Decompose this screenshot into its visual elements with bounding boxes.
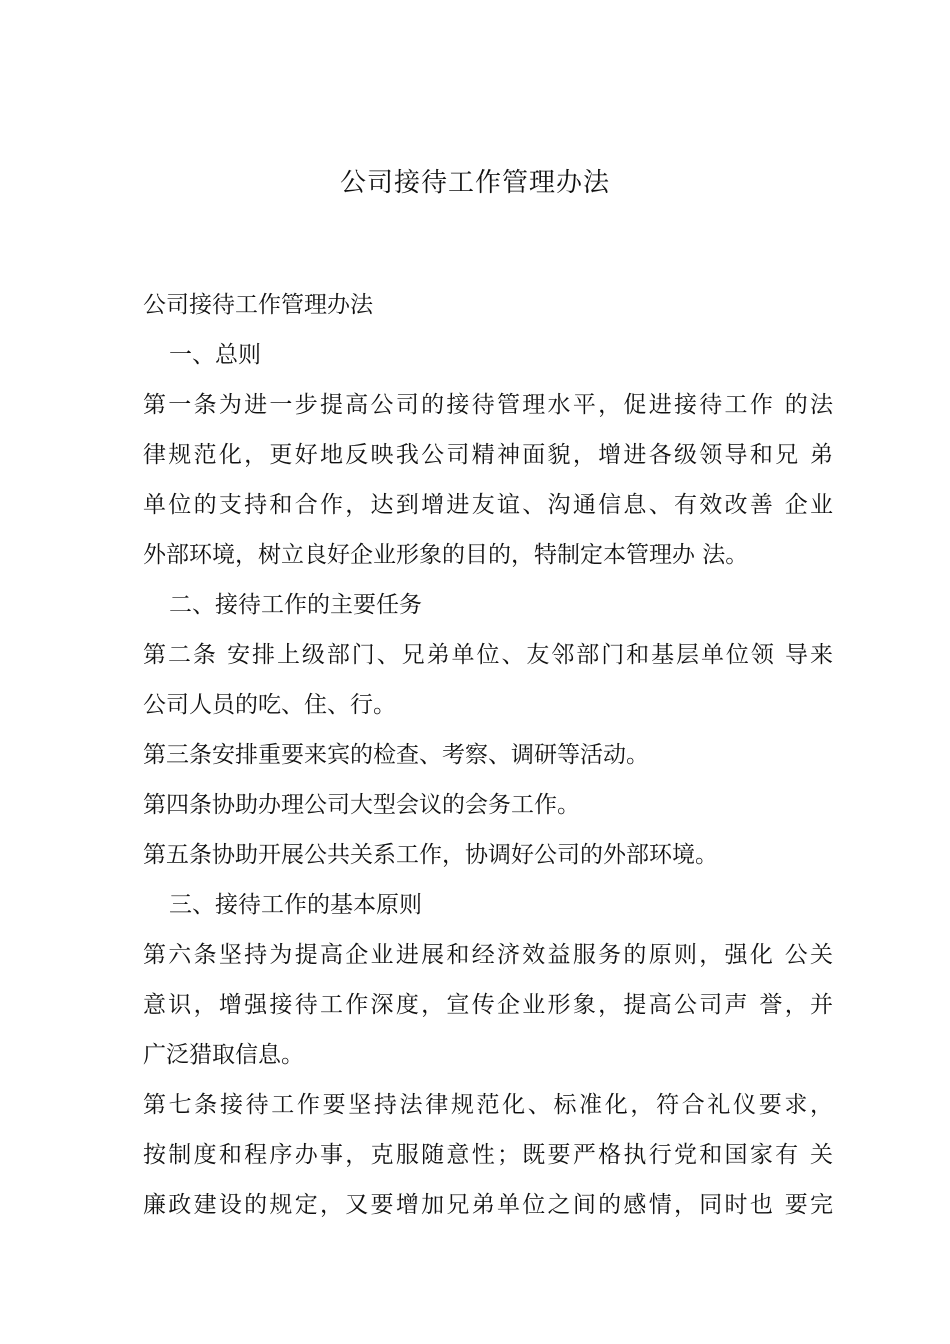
paragraph-line: 第七条接待工作要坚持法律规范化、标准化，符合礼仪要求， bbox=[143, 1092, 833, 1118]
document-title: 公司接待工作管理办法 bbox=[339, 168, 610, 198]
section-heading-principles: 三、接待工作的基本原则 bbox=[169, 892, 422, 918]
paragraph-line: 第六条坚持为提高企业进展和经济效益服务的原则，强化 公关 bbox=[143, 942, 833, 968]
body-heading: 公司接待工作管理办法 bbox=[143, 292, 373, 318]
document-body bbox=[143, 280, 833, 1230]
section-heading-general: 一、总则 bbox=[169, 342, 261, 368]
paragraph-line: 外部环境，树立良好企业形象的目的，特制定本管理办 法。 bbox=[143, 542, 749, 568]
paragraph-line: 意识，增强接待工作深度，宣传企业形象，提高公司声 誉，并 bbox=[143, 992, 833, 1018]
paragraph-line: 律规范化，更好地反映我公司精神面貌，增进各级领导和兄 弟 bbox=[143, 442, 833, 468]
paragraph-line: 第二条 安排上级部门、兄弟单位、友邻部门和基层单位领 导来 bbox=[143, 642, 833, 668]
paragraph-line: 第三条安排重要来宾的检查、考察、调研等活动。 bbox=[143, 742, 649, 768]
paragraph-line: 广泛猎取信息。 bbox=[143, 1042, 304, 1068]
paragraph-line: 廉政建设的规定，又要增加兄弟单位之间的感情，同时也 要完 bbox=[143, 1192, 833, 1218]
paragraph-line: 第四条协助办理公司大型会议的会务工作。 bbox=[143, 792, 580, 818]
section-heading-tasks: 二、接待工作的主要任务 bbox=[169, 592, 422, 618]
paragraph-line: 第一条为进一步提高公司的接待管理水平，促进接待工作 的法 bbox=[143, 392, 833, 418]
paragraph-line: 公司人员的吃、住、行。 bbox=[143, 692, 396, 718]
paragraph-line: 第五条协助开展公共关系工作，协调好公司的外部环境。 bbox=[143, 842, 718, 868]
paragraph-line: 单位的支持和合作，达到增进友谊、沟通信息、有效改善 企业 bbox=[143, 492, 833, 518]
paragraph-line: 按制度和程序办事，克服随意性；既要严格执行党和国家有 关 bbox=[143, 1142, 833, 1168]
